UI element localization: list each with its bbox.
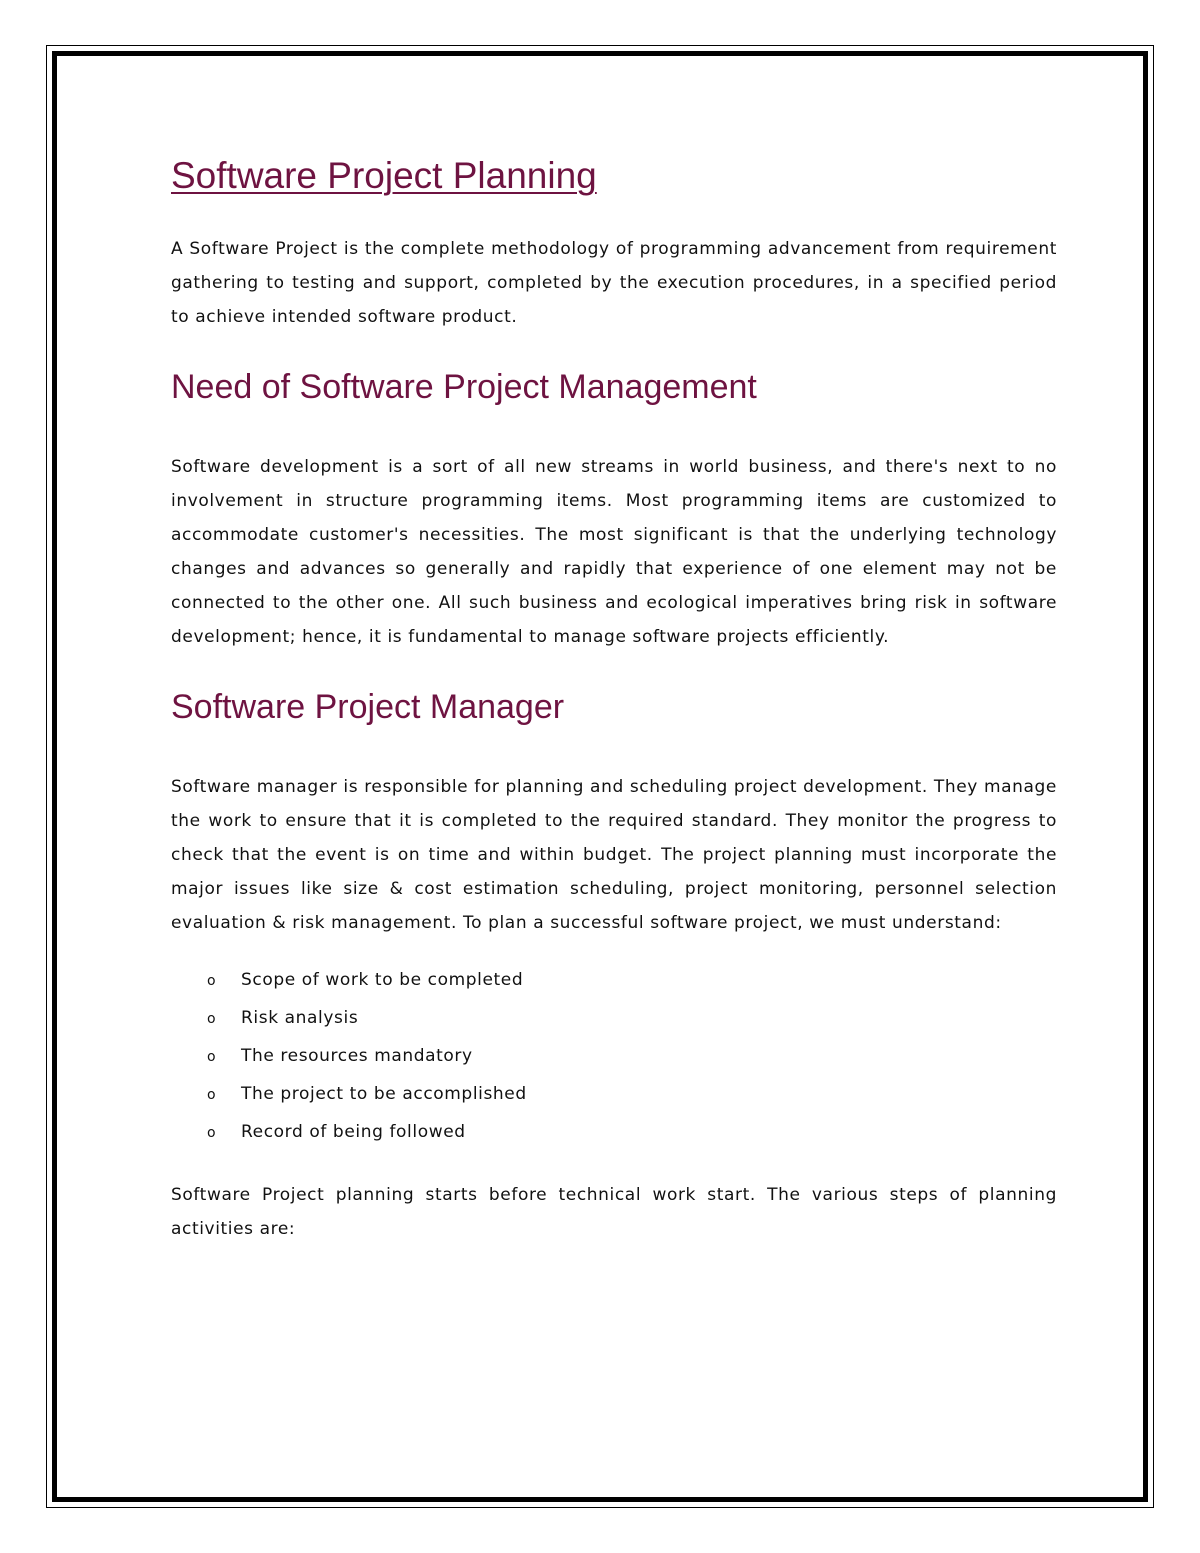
bullet-icon: o <box>207 1087 217 1103</box>
page-title: Software Project Planning <box>171 155 597 196</box>
list-item <box>171 1114 1057 1152</box>
section-body-manager: Software manager is responsible for planning and scheduling project development. They manage the work to ensure that it is completed to the required standard. They monitor the progress to check that the event is on time and within budget. The project planning must incorporate the major issues like size & cost estimation scheduling, project monitoring, personnel selection evaluation & risk management. To plan a successful software project, we must understand: <box>171 777 1057 933</box>
bullet-icon: o <box>207 1125 217 1141</box>
list-item-text: Scope of work to be completed <box>241 970 524 990</box>
list-item-text: The project to be accomplished <box>241 1084 527 1104</box>
list-item-text: Record of being followed <box>241 1122 466 1142</box>
list-item <box>171 1038 1057 1076</box>
list-item <box>171 1076 1057 1114</box>
section-body-need: Software development is a sort of all new streams in world business, and there's next to no involvement in structure programming items. Most programming items are customized to accommodate customer's necessities. The most significant is that the underlying technology changes and advances so generally and rapidly that experience of one element may not be connected to the other one. All such business and ecological imperatives bring risk in software development; hence, it is fundamental to manage software projects efficiently. <box>171 457 1057 647</box>
list-item <box>171 962 1057 1000</box>
document-body <box>171 150 1057 1246</box>
section-heading-manager: Software Project Manager <box>171 688 565 726</box>
bullet-icon: o <box>207 1011 217 1027</box>
understanding-list <box>171 962 1057 1152</box>
bullet-icon: o <box>207 973 217 989</box>
closing-paragraph: Software Project planning starts before technical work start. The various steps of planning activities are: <box>171 1185 1057 1239</box>
list-item-text: Risk analysis <box>241 1008 359 1028</box>
list-item <box>171 1000 1057 1038</box>
list-item-text: The resources mandatory <box>241 1046 473 1066</box>
bullet-icon: o <box>207 1049 217 1065</box>
intro-paragraph: A Software Project is the complete methodology of programming advancement from requirement gathering to testing and support, completed by the execution procedures, in a specified period to achieve intended software product. <box>171 239 1057 327</box>
section-heading-need: Need of Software Project Management <box>171 368 757 406</box>
